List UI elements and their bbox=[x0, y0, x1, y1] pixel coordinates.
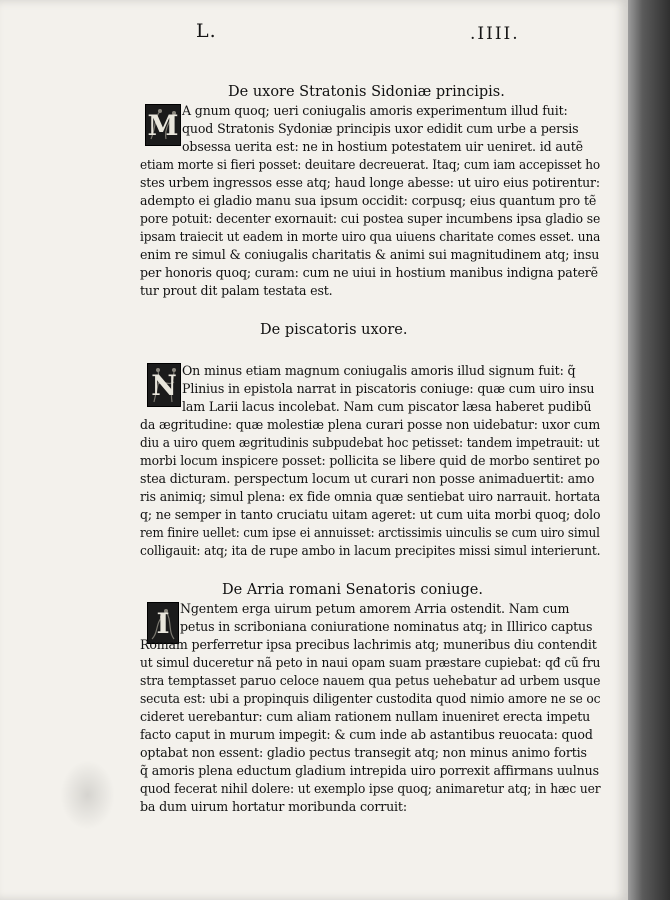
text-line: secuta est: ubi a propinquis diligenter custodita quod nimio amore ne se oc bbox=[140, 691, 601, 706]
text-line: obsessa uerita est: ne in hostium potestatem uir ueniret. id autẽ bbox=[182, 139, 583, 154]
initial-letter: M bbox=[147, 108, 179, 142]
text-line: stra temptasset paruo celoce nauem qua petus uehebatur ad urbem usque bbox=[140, 673, 601, 688]
text-line: petus in scriboniana coniuratione nominatus atq; in Illirico captus bbox=[180, 619, 593, 634]
section-title: De piscatoris uxore. bbox=[260, 322, 408, 338]
decorated-initial bbox=[145, 104, 181, 146]
text-line: rem finire uellet: cum ipse ei annuisset: arctissimis uinculis se cum uiro simul bbox=[140, 525, 600, 540]
decorated-initial bbox=[147, 363, 181, 407]
text-line: On minus etiam magnum coniugalis amoris illud signum fuit: q̃ bbox=[182, 363, 576, 378]
text-line: ris animiq; simul plena: ex fide omnia quæ sentiebat uiro narrauit. hortata bbox=[140, 489, 601, 504]
margin-stain bbox=[60, 760, 115, 830]
text-line: Ngentem erga uirum petum amorem Arria ostendit. Nam cum bbox=[180, 601, 570, 616]
text-line: ut simul duceretur nã peto in naui opam suam præstare cupiebat: qđ cũ fru bbox=[140, 655, 601, 670]
initial-letter: I bbox=[156, 606, 170, 640]
text-line: stea dicturam. perspectum locum ut curari non posse animaduertit: amo bbox=[140, 471, 595, 486]
text-line: pore potuit: decenter exornauit: cui postea super incumbens ipsa gladio se bbox=[140, 211, 601, 226]
text-line: colligauit: atq; ita de rupe ambo in lacum precipites missi simul interierunt. bbox=[140, 543, 601, 558]
running-head: L. bbox=[196, 20, 217, 42]
text-line: cideret uerebantur: cum aliam rationem nullam inueniret erecta impetu bbox=[140, 709, 591, 724]
text-line: ba dum uirum hortatur moribunda corruit: bbox=[140, 799, 407, 814]
text-line: tur prout dit palam testata est. bbox=[140, 283, 333, 298]
text-line: facto caput in murum impegit: & cum inde ab astantibus reuocata: quod bbox=[140, 727, 593, 742]
text-line: enim re simul & coniugalis charitatis & animi sui magnitudinem atq; insu bbox=[140, 247, 600, 262]
text-line: Plinius in epistola narrat in piscatoris coniuge: quæ cum uiro insu bbox=[182, 381, 595, 396]
text-line: lam Larii lacus incolebat. Nam cum piscator læsa haberet pudibũ bbox=[182, 399, 592, 414]
text-line: q; ne semper in tanto cruciatu uitam ageret: ut cum uita morbi quoq; dolo bbox=[140, 507, 601, 522]
section-title: De Arria romani Senatoris coniuge. bbox=[222, 582, 483, 598]
text-line: etiam morte si fieri posset: deuitare decreuerat. Itaq; cum iam accepisset ho bbox=[140, 157, 601, 172]
section-title: De uxore Stratonis Sidoniæ principis. bbox=[228, 84, 505, 100]
text-line: quod Stratonis Sydoniæ principis uxor edidit cum urbe a persis bbox=[182, 121, 579, 136]
text-line: quod fecerat nihil dolere: ut exemplo ipse quoq; animaretur atq; in hæc uer bbox=[140, 781, 601, 796]
text-line: adempto ei gladio manu sua ipsum occidit: corpusq; eius quantum pro tẽ bbox=[140, 193, 597, 208]
initial-letter: N bbox=[151, 368, 177, 402]
text-line: per honoris quoq; curam: cum ne uiui in hostium manibus indigna paterẽ bbox=[140, 265, 598, 280]
text-line: Romam perferretur ipsa precibus lachrimis atq; muneribus diu contendit bbox=[140, 637, 597, 652]
text-line: da ægritudine: quæ molestiæ plena curari posse non uidebatur: uxor cum bbox=[140, 417, 601, 432]
text-line: A gnum quoq; ueri coniugalis amoris experimentum illud fuit: bbox=[182, 103, 568, 118]
text-line: ipsam traiecit ut eadem in morte uiro qua uiuens charitate comes esset. una bbox=[140, 229, 601, 244]
text-line: stes urbem ingressos esse atq; haud longe abesse: ut uiro eius potirentur: bbox=[140, 175, 600, 190]
text-line: diu a uiro quem ægritudinis subpudebat hoc petisset: tandem impetrauit: ut bbox=[140, 435, 600, 450]
text-line: optabat non essent: gladio pectus transegit atq; non minus animo fortis bbox=[140, 745, 587, 760]
text-line: q̃ amoris plena eductum gladium intrepida uiro porrexit affirmans uulnus bbox=[140, 763, 599, 778]
book-spine-edge bbox=[628, 0, 670, 900]
folio-number: .IIII. bbox=[470, 24, 520, 44]
text-line: morbi locum inspicere posset: pollicita se libere quid de morbo sentiret po bbox=[140, 453, 600, 468]
